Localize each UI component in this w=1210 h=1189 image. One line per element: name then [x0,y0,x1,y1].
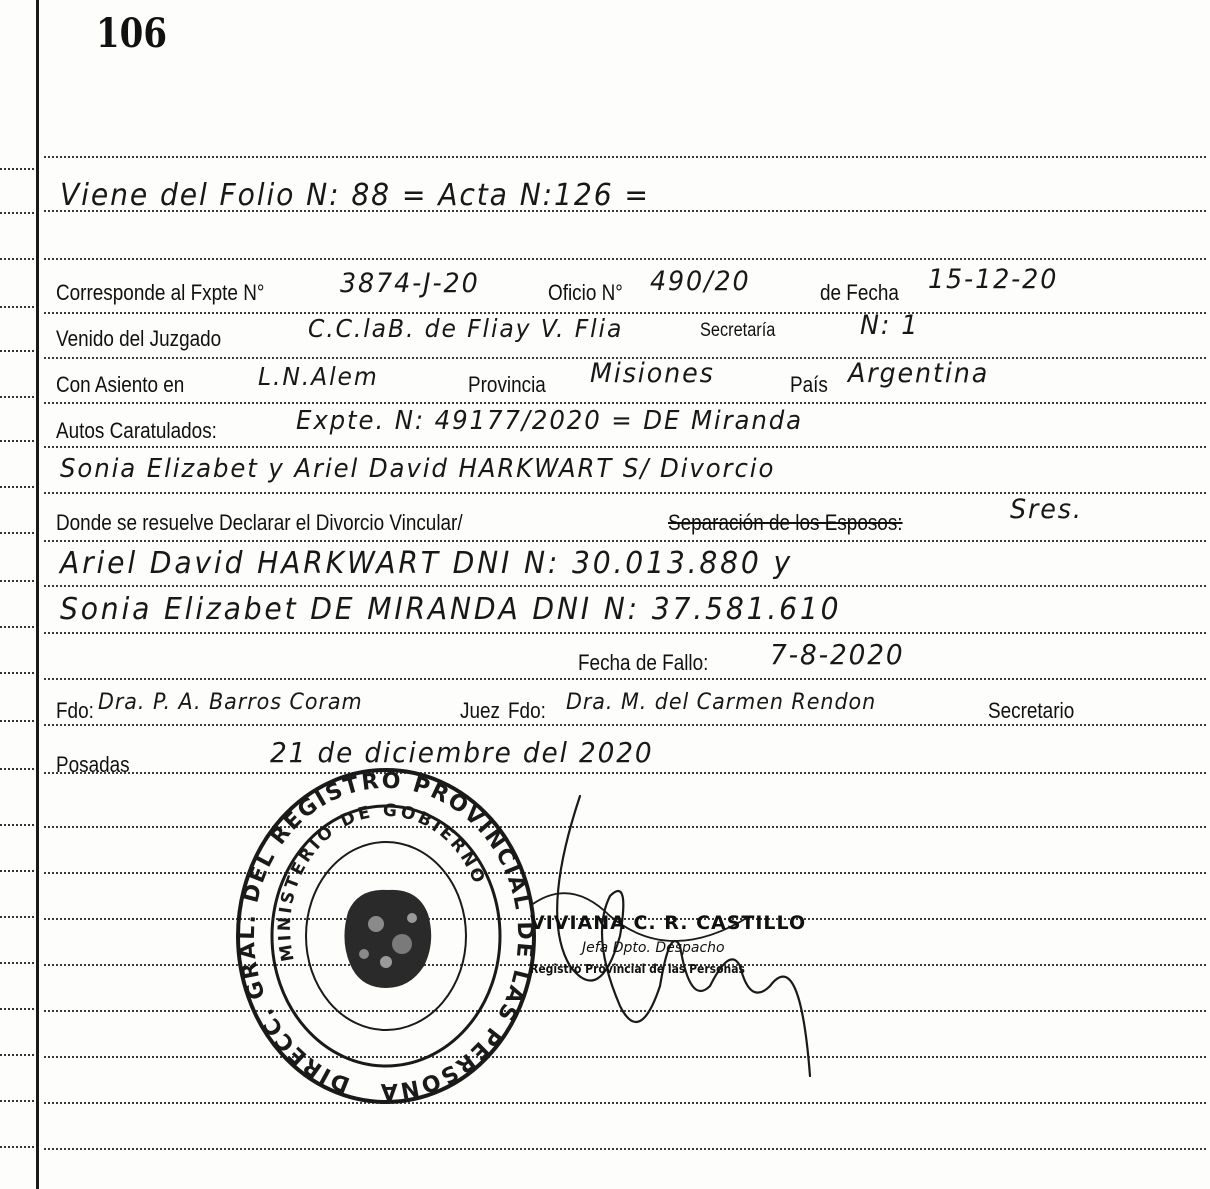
oficio-value: 490/20 [650,266,751,297]
fdo-value-1: Dra. P. A. Barros Coram [98,690,363,715]
provincia-label: Provincia [468,372,546,397]
ruled-line [44,258,1206,260]
party-2: Sonia Elizabet DE MIRANDA DNI N: 37.581.610 [60,592,842,627]
seal-inner-text: MINISTERIO DE GOBIERNO [274,800,490,963]
fdo-value-2: Dra. M. del Carmen Rendon [566,690,877,715]
asiento-value: L.N.Alem [258,362,379,391]
signature-stamp [530,912,806,976]
official-seal [227,753,538,1116]
ruled-line [44,156,1206,158]
margin-rule [36,0,39,1189]
stamp-office: Registro Provincial de las Personas [530,962,745,976]
fecha-fallo-label: Fecha de Fallo: [578,650,709,675]
resuelve-value: Sres. [1010,494,1083,525]
fdo-label-2: Fdo: [508,698,546,723]
ruled-line [44,312,1206,314]
secretaria-value: N: 1 [860,310,920,341]
stamp-title: Jefa Dpto. Despacho [582,940,725,956]
lugar-label: Posadas [56,752,130,777]
folio-number: 106 [96,10,167,57]
party-1: Ariel David HARKWART DNI N: 30.013.880 y [60,546,793,581]
seal-emblem-icon [344,890,431,988]
stamp-name: VIVIANA C. R. CASTILLO [530,912,807,934]
ruled-line [44,446,1206,448]
ruled-line [44,678,1206,680]
juez-label: Juez [460,698,500,723]
ruled-line [44,402,1206,404]
fecha-label: de Fecha [820,280,899,305]
fecha-fallo-value: 7-8-2020 [770,638,905,671]
left-margin-dots [0,0,36,1189]
ruled-line [44,632,1206,634]
seal-outer-text: DIRECC. GRAL. DEL REGISTRO PROVINCIAL DE LAS PERSONAS [227,753,538,1104]
resuelve-label: Donde se resuelve Declarar el Divorcio Vincular/ [56,510,463,535]
fecha-value: 15-12-20 [928,264,1059,295]
autos-label: Autos Caratulados: [56,418,217,443]
juzgado-value: C.C.laB. de Fliay V. Flia [308,314,624,343]
expediente-value: 3874-J-20 [340,268,480,299]
autos-value-line2: Sonia Elizabet y Ariel David HARKWART S/ Divorcio [60,454,776,484]
pais-value: Argentina [848,358,990,389]
oficio-label: Oficio N° [548,280,623,305]
ruled-line [44,1148,1206,1150]
juzgado-label: Venido del Juzgado [56,326,222,351]
handwritten-header: Viene del Folio N: 88 = Acta N:126 = [60,178,650,213]
expediente-label: Corresponde al Fxpte N° [56,280,265,305]
ruled-line [44,724,1206,726]
row-resuelve-struck [668,510,1200,536]
asiento-label: Con Asiento en [56,372,185,397]
lugar-fecha-value: 21 de diciembre del 2020 [270,736,654,769]
row-secretario [988,698,1200,724]
row-secretaria [700,320,1200,342]
ruled-line [44,585,1206,587]
fdo-label-1: Fdo: [56,698,94,723]
resuelve-struck-text: Separación de los Esposos: [668,510,903,535]
secretaria-label: Secretaría [700,320,776,341]
provincia-value: Misiones [590,358,715,389]
autos-value-line1: Expte. N: 49177/2020 = DE Miranda [296,406,804,436]
pais-label: País [790,372,828,397]
ruled-line [44,540,1206,542]
secretario-label: Secretario [988,698,1075,723]
